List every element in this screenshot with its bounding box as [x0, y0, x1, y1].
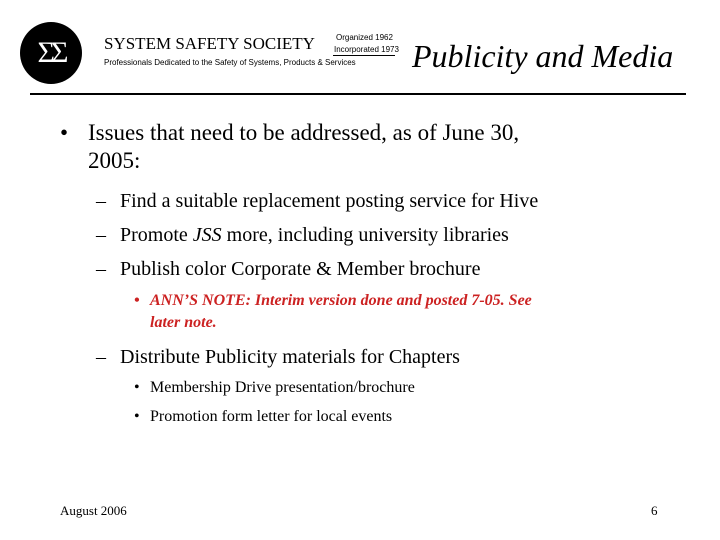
sub-item-4: Distribute Publicity materials for Chapters [120, 346, 460, 368]
dash-marker: – [96, 346, 106, 368]
dash-marker: – [96, 258, 106, 280]
note-line1: ANN’S NOTE: Interim version done and posted 7-05. See [150, 292, 532, 309]
sub-item-2-post: more, including university libraries [221, 224, 509, 246]
page-number: 6 [651, 503, 658, 518]
sigma-glyphs: ΣΣ [37, 36, 65, 69]
footer-date: August 2006 [60, 503, 127, 518]
sub4-item-1: Membership Drive presentation/brochure [150, 379, 415, 396]
sub-item-3: Publish color Corporate & Member brochure [120, 258, 481, 280]
dash-marker: – [96, 190, 106, 212]
bullet-marker-icon: • [60, 120, 69, 145]
org-tagline: Professionals Dedicated to the Safety of Systems, Products & Services [104, 58, 356, 67]
sub4-item-2: Promotion form letter for local events [150, 408, 393, 425]
sub-item-1: Find a suitable replacement posting service for Hive [120, 190, 539, 212]
org-organized: Organized 1962 [336, 33, 393, 42]
bullet-marker-icon: • [134, 408, 140, 425]
sub-item-2-journal: JSS [192, 224, 222, 246]
sub-item-2 [120, 222, 509, 248]
org-incorporated: Incorporated 1973 [334, 45, 399, 54]
slide-title: Publicity and Media [412, 38, 674, 74]
dash-marker: – [96, 224, 106, 246]
org-name: SYSTEM SAFETY SOCIETY [104, 34, 315, 53]
note-line2: later note. [150, 314, 217, 331]
main-bullet-line2: 2005: [88, 148, 141, 173]
org-divider [333, 55, 395, 56]
sub-item-2-pre: Promote [120, 224, 193, 246]
title-divider [30, 93, 686, 95]
note-bullet-icon: • [134, 292, 140, 309]
main-bullet-line1: Issues that need to be addressed, as of June 30, [88, 120, 520, 145]
bullet-marker-icon: • [134, 379, 140, 396]
